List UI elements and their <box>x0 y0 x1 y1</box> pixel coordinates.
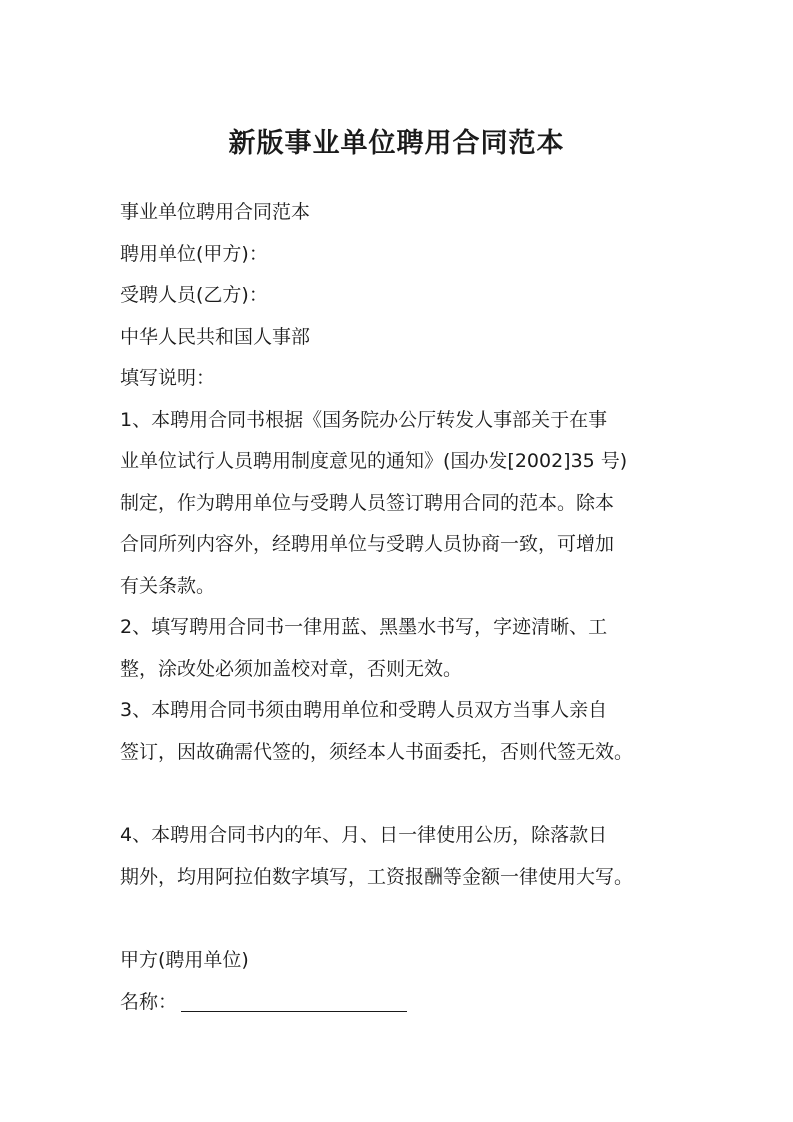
instruction-1-line-5: 有关条款。 <box>120 574 216 597</box>
employee-field-line: 受聘人员(乙方)： <box>120 284 268 306</box>
subtitle-line: 事业单位聘用合同范本 <box>120 201 311 223</box>
instruction-1-line-3: 制定，作为聘用单位与受聘人员签订聘用合同的范本。除本 <box>120 491 615 514</box>
instruction-4-line-2: 期外，均用阿拉伯数字填写，工资报酬等金额一律使用大写。 <box>120 865 634 888</box>
instructions-heading: 填写说明： <box>120 367 216 389</box>
instruction-3-line-2: 签订，因故确需代签的，须经本人书面委托，否则代签无效。 <box>120 740 634 763</box>
instruction-1-line-1: 1、本聘用合同书根据《国务院办公厅转发人事部关于在事 <box>120 408 608 431</box>
issuer-line: 中华人民共和国人事部 <box>120 325 311 348</box>
instruction-2-line-2: 整，涂改处必须加盖校对章，否则无效。 <box>120 657 463 680</box>
party-a-heading: 甲方(聘用单位) <box>120 949 249 971</box>
document-title: 新版事业单位聘用合同范本 <box>228 128 565 159</box>
instruction-1-line-2: 业单位试行人员聘用制度意见的通知》(国办发[2002]35 号) <box>120 450 628 472</box>
intro-block <box>120 192 693 773</box>
party-a-name-label: 名称： <box>120 990 178 1013</box>
instruction-2-line-1: 2、填写聘用合同书一律用蓝、黑墨水书写，字迹清晰、工 <box>120 616 608 638</box>
instruction-4-line-1: 4、本聘用合同书内的年、月、日一律使用公历，除落款日 <box>120 824 608 846</box>
instruction-4-block <box>120 815 693 898</box>
party-a-block <box>120 940 693 1023</box>
instruction-3-line-1: 3、本聘用合同书须由聘用单位和受聘人员双方当事人亲自 <box>120 699 608 721</box>
instruction-1-line-4: 合同所列内容外，经聘用单位与受聘人员协商一致，可增加 <box>120 533 615 555</box>
party-a-name-blank <box>181 989 407 1012</box>
party-a-name-row <box>120 982 693 1024</box>
employer-field-line: 聘用单位(甲方)： <box>120 242 268 265</box>
